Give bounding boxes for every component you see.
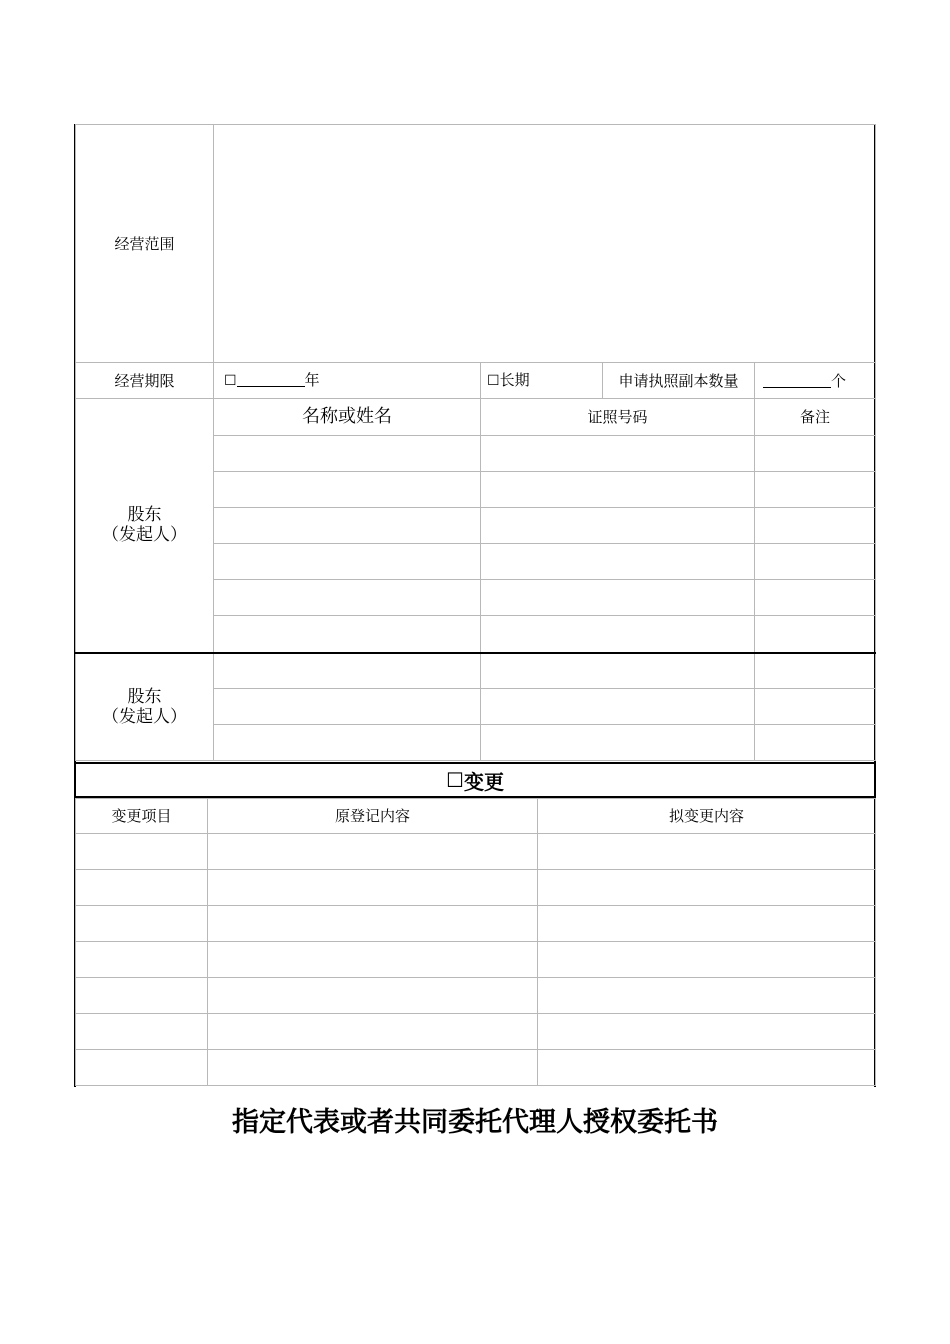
shareholder-remark-cell[interactable] <box>755 725 876 761</box>
proposed-content-cell[interactable] <box>538 906 876 942</box>
col-header-original-content: 原登记内容 <box>208 799 538 834</box>
original-content-cell[interactable] <box>208 978 538 1014</box>
table-row <box>76 906 876 942</box>
table-row <box>76 870 876 906</box>
change-item-cell[interactable] <box>76 834 208 870</box>
shareholder-remark-cell[interactable] <box>755 653 876 689</box>
business-scope-field[interactable] <box>214 125 876 363</box>
copies-blank[interactable] <box>763 373 831 388</box>
term-years-checkbox[interactable]: ☐ <box>224 373 237 389</box>
table-row <box>76 978 876 1014</box>
document-title: 指定代表或者共同委托代理人授权委托书 <box>232 1107 718 1138</box>
shareholder-id-cell[interactable] <box>481 616 755 653</box>
change-item-cell[interactable] <box>76 1050 208 1086</box>
original-content-cell[interactable] <box>208 834 538 870</box>
shareholder-remark-cell[interactable] <box>755 580 876 616</box>
shareholder-remark-cell[interactable] <box>755 472 876 508</box>
shareholder-remark-cell[interactable] <box>755 508 876 544</box>
copies-unit: 个 <box>831 371 847 390</box>
term-row <box>76 363 876 399</box>
proposed-content-cell[interactable] <box>538 1014 876 1050</box>
copies-field[interactable] <box>755 363 876 399</box>
shareholder-id-cell[interactable] <box>481 472 755 508</box>
term-year-unit: 年 <box>304 371 320 389</box>
original-content-cell[interactable] <box>208 942 538 978</box>
shareholder-name-cell[interactable] <box>214 653 481 689</box>
shareholder-name-cell[interactable] <box>214 472 481 508</box>
col-header-proposed-content: 拟变更内容 <box>538 799 876 834</box>
proposed-content-cell[interactable] <box>538 1050 876 1086</box>
shareholder-name-cell[interactable] <box>214 508 481 544</box>
business-scope-row <box>76 125 876 363</box>
term-long-checkbox[interactable]: ☐ <box>487 373 500 389</box>
col-header-name: 名称或姓名 <box>214 399 481 436</box>
original-content-cell[interactable] <box>208 870 538 906</box>
shareholder-label2-line1: 股东 <box>127 686 162 707</box>
col-header-change-item: 变更项目 <box>76 799 208 834</box>
col-header-id-number: 证照号码 <box>481 399 755 436</box>
table-row <box>76 1050 876 1086</box>
change-section-title: 变更 <box>463 769 504 794</box>
shareholder-id-cell[interactable] <box>481 725 755 761</box>
change-item-cell[interactable] <box>76 1014 208 1050</box>
shareholder-remark-cell[interactable] <box>755 544 876 580</box>
shareholder-label <box>76 399 214 653</box>
proposed-content-cell[interactable] <box>538 978 876 1014</box>
original-content-cell[interactable] <box>208 1014 538 1050</box>
business-scope-label: 经营范围 <box>76 125 214 363</box>
change-table <box>75 798 876 1086</box>
proposed-content-cell[interactable] <box>538 870 876 906</box>
term-label: 经营期限 <box>76 363 214 399</box>
shareholder-remark-cell[interactable] <box>755 436 876 472</box>
shareholder-id-cell[interactable] <box>481 580 755 616</box>
term-years-field[interactable] <box>214 363 481 399</box>
term-long-field[interactable] <box>481 363 603 399</box>
shareholder-name-cell[interactable] <box>214 544 481 580</box>
change-header-row <box>76 799 876 834</box>
shareholder-remark-cell[interactable] <box>755 616 876 653</box>
table-row <box>76 653 876 689</box>
term-years-blank[interactable] <box>237 372 305 387</box>
change-item-cell[interactable] <box>76 906 208 942</box>
proposed-content-cell[interactable] <box>538 942 876 978</box>
change-item-cell[interactable] <box>76 942 208 978</box>
shareholder-id-cell[interactable] <box>481 436 755 472</box>
change-section-banner <box>75 762 875 798</box>
copies-label: 申请执照副本数量 <box>603 363 755 399</box>
shareholder-label-line1: 股东 <box>127 505 162 526</box>
shareholder-id-cell[interactable] <box>481 689 755 725</box>
term-long-label: 长期 <box>499 371 530 389</box>
shareholder-remark-cell[interactable] <box>755 689 876 725</box>
table-row <box>76 942 876 978</box>
proposed-content-cell[interactable] <box>538 834 876 870</box>
shareholder-header-row <box>76 399 876 436</box>
change-item-cell[interactable] <box>76 978 208 1014</box>
original-content-cell[interactable] <box>208 906 538 942</box>
shareholder-label-continued <box>76 653 214 761</box>
shareholder-name-cell[interactable] <box>214 580 481 616</box>
shareholder-name-cell[interactable] <box>214 436 481 472</box>
shareholder-name-cell[interactable] <box>214 689 481 725</box>
shareholder-name-cell[interactable] <box>214 725 481 761</box>
shareholder-label2-line2: （发起人） <box>102 706 187 727</box>
change-checkbox[interactable]: ☐ <box>446 768 464 792</box>
registration-table <box>75 124 876 761</box>
shareholder-name-cell[interactable] <box>214 616 481 653</box>
shareholder-id-cell[interactable] <box>481 508 755 544</box>
col-header-remark: 备注 <box>755 399 876 436</box>
original-content-cell[interactable] <box>208 1050 538 1086</box>
change-item-cell[interactable] <box>76 870 208 906</box>
table-row <box>76 1014 876 1050</box>
shareholder-id-cell[interactable] <box>481 653 755 689</box>
shareholder-id-cell[interactable] <box>481 544 755 580</box>
shareholder-label-line2: （发起人） <box>102 525 187 546</box>
table-row <box>76 834 876 870</box>
